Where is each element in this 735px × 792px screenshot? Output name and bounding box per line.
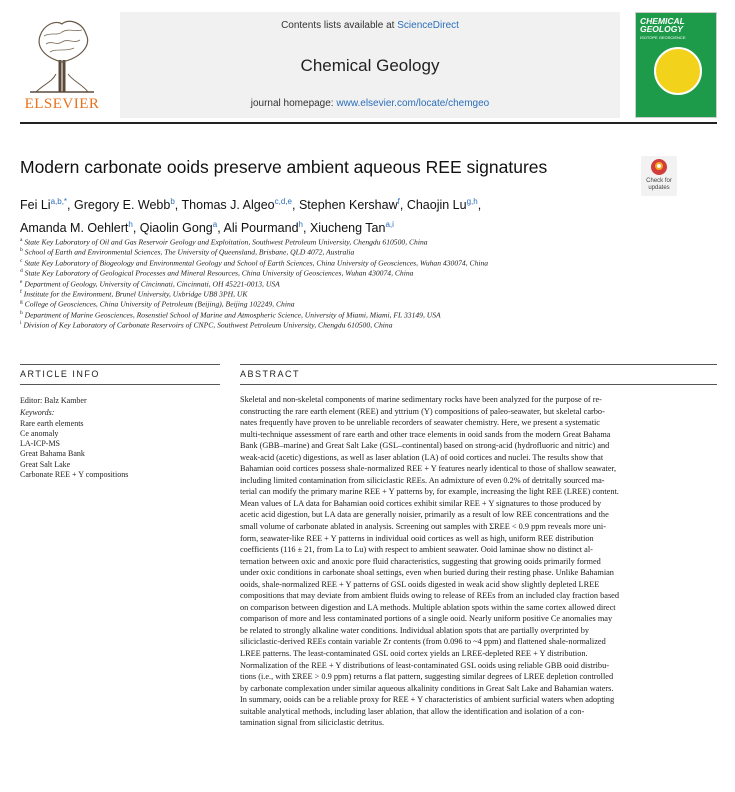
abstract-line: acetic acid digestion, but LA data are generally noisier, primarily as a result of low REE concentrations and the	[240, 510, 609, 520]
author[interactable]	[310, 221, 394, 235]
abstract-line: constructing the rare earth element (REE) and yttrium (Y) compositions of paleo-seawater, but skeletal carbo-	[240, 406, 605, 416]
affiliation-text: State Key Laboratory of Geological Processes and Mineral Resources, China University of Geosciences, Wuhan 430074, China	[24, 268, 414, 278]
author-name: Stephen Kershaw	[298, 198, 398, 213]
affiliation-key: d	[20, 268, 23, 275]
author-affil-sup[interactable]: h	[298, 220, 303, 230]
author-name: Thomas J. Algeo	[181, 198, 275, 213]
cover-title	[640, 17, 714, 33]
author-name: Fei Li	[20, 198, 51, 213]
abstract-line: coefficients (116 ± 21, from La to Lu) with respect to ambient seawater. Ooid laminae show no distinct al-	[240, 545, 593, 555]
abstract-line: multi-technique assessment of rare earth and other trace elements in ooid sands from the modern Great Bahama	[240, 429, 611, 439]
abstract-line: LREE patterns. The least-contaminated GSL ooid cortex yields an LREE-depleted REE + Y distribution.	[240, 649, 588, 659]
keyword: LA-ICP-MS	[20, 439, 61, 449]
abstract-top-rule	[240, 364, 717, 365]
abstract-body	[240, 394, 717, 729]
author[interactable]	[74, 198, 175, 212]
author-separator: ,	[399, 198, 407, 213]
abstract-line: Normalization of the REE + Y distributions of least-contaminated GSL ooids using reliable GBB ooid distribu-	[240, 660, 609, 670]
affiliation-text: Department of Geology, University of Cincinnati, Cincinnati, OH 45221-0013, USA	[24, 279, 280, 289]
abstract-line: Mean values of LA data for Bahamian ooid cortices exhibit similar REE + Y signatures to those produced by	[240, 498, 602, 508]
abstract-line: small volume of carbonate ablated in analysis. Screening out samples with ΣREE < 0.9 ppm reveals more uni-	[240, 522, 606, 532]
affiliation	[20, 318, 640, 328]
cover-title-line-2: GEOLOGY	[640, 24, 683, 34]
affiliation	[20, 308, 640, 318]
elsevier-tree-icon	[26, 14, 98, 94]
abstract-line: nates frequently have proven to be unreliable recorders of seawater chemistry. Here, we present a systematic	[240, 418, 600, 428]
journal-title[interactable]: Chemical Geology	[300, 56, 440, 75]
abstract-line: be related to strongly alkaline water conditions. Individual ablation spots that are partially overprinted by	[240, 625, 590, 635]
editor-line: Editor: Balz Kamber	[20, 396, 87, 405]
author-separator: ,	[477, 198, 482, 213]
publisher-wordmark: ELSEVIER	[24, 96, 100, 112]
header-divider	[20, 122, 717, 124]
author[interactable]	[407, 198, 478, 212]
keyword: Ce anomaly	[20, 428, 59, 438]
author-affil-sup[interactable]: h	[128, 220, 133, 230]
affiliation-key: c	[20, 257, 23, 264]
author-separator: ,	[174, 198, 182, 213]
author-affil-sup[interactable]: a	[212, 220, 218, 230]
affiliation-text: State Key Laboratory of Biogeology and Environmental Geology and School of Earth Sciences, China University of Geosciences, Wuhan 430074, China	[24, 258, 489, 268]
abstract-line: by carbonate complexation under similar aqueous alkalinity conditions in Great Salt Lake and Bahamian waters.	[240, 683, 614, 693]
keyword: Great Bahama Bank	[20, 449, 85, 459]
check-updates-line-1: Check for	[646, 178, 672, 184]
abstract-line: comparison of more and less contaminated portions of a single ooid. Nearly uniform positive Ce anomalies may	[240, 614, 613, 624]
affiliation	[20, 297, 640, 307]
affiliation-text: College of Geosciences, China University of Petroleum (Beijing), Beijing 102249, China	[24, 299, 295, 309]
author-affil-sup[interactable]: g,h	[466, 197, 478, 206]
author-name: Ali Pourmand	[223, 221, 299, 236]
affiliation	[20, 277, 640, 287]
journal-header	[20, 12, 717, 120]
keyword: Great Salt Lake	[20, 459, 71, 469]
author-affil-sup[interactable]: f	[397, 197, 400, 206]
author-separator: ,	[132, 221, 140, 236]
cover-graphic	[654, 47, 702, 95]
homepage-prefix: journal homepage:	[250, 98, 337, 109]
abstract-line: ternation between oxic and anoxic pore fluid characteristics, suggesting that growing ooids primarily formed	[240, 556, 601, 566]
abstract-line: suitable analytical methods, including laser ablation, that allow the identification and isolation of a con-	[240, 706, 585, 716]
cover-subtitle: ISOTOPE GEOSCIENCE	[640, 35, 686, 40]
affiliation	[20, 266, 640, 276]
author-list	[20, 192, 580, 238]
author-separator: ,	[217, 221, 224, 236]
check-updates-line-2: updates	[648, 184, 670, 191]
check-for-updates-button[interactable]	[641, 156, 677, 196]
author-separator: ,	[302, 221, 310, 236]
check-updates-inner-icon	[655, 162, 663, 170]
abstract-line: form, seawater-like REE + Y patterns in individual ooid cortices as well as high, uniform REE distribution	[240, 533, 594, 543]
article-info-panel	[20, 396, 220, 480]
elsevier-logo[interactable]	[20, 14, 104, 120]
author-name: Qiaolin Gong	[139, 221, 213, 236]
author[interactable]	[223, 221, 303, 235]
author[interactable]	[299, 198, 400, 212]
affiliation-key: a	[20, 237, 23, 243]
abstract-line: tions (i.e., with ΣREE > 0.9 ppm) returns a flat pattern, suggesting similar degrees of LREE depletion controlled	[240, 672, 614, 682]
author-separator: ,	[291, 198, 299, 213]
abstract-line: on comparison between digestion and LA methods. Multiple ablation spots within the same cortex allowed direct	[240, 602, 616, 612]
author-name: Amanda M. Oehlert	[20, 221, 129, 236]
affiliation-key: i	[20, 320, 22, 327]
abstract-line: tamination signal from siliciclastic detritus.	[240, 718, 385, 728]
article-info-top-rule	[20, 364, 220, 365]
affiliation-list	[20, 235, 640, 329]
affiliation-key: e	[20, 278, 23, 285]
abstract-heading: ABSTRACT	[240, 369, 301, 379]
homepage-link[interactable]: www.elsevier.com/locate/chemgeo	[336, 98, 490, 109]
contents-prefix: Contents lists available at	[281, 20, 398, 31]
author-name: Chaojin Lu	[406, 198, 467, 213]
affiliation-text: Department of Marine Geosciences, Rosenstiel School of Marine and Atmospheric Science, University of Miami, Miami, FL 33149, USA	[24, 310, 441, 320]
sciencedirect-link[interactable]: ScienceDirect	[397, 20, 459, 31]
author-affil-sup[interactable]: a,i	[385, 220, 394, 230]
author-name: Gregory E. Webb	[74, 198, 171, 213]
affiliation-key: h	[20, 309, 23, 316]
affiliation-key: g	[20, 299, 23, 306]
abstract-line: under oxic conditions in carbonate shoal settings, even when buried during their resting phase. Unlike Bahamian	[240, 568, 614, 578]
author-separator: ,	[67, 198, 74, 213]
affiliation-text: School of Earth and Environmental Sciences, The University of Queensland, Brisbane, QLD 4072, Australia	[24, 247, 355, 257]
author-affil-sup[interactable]: a,b,*	[50, 197, 68, 206]
contents-line	[120, 20, 620, 31]
author[interactable]	[20, 198, 67, 212]
keyword: Rare earth elements	[20, 418, 84, 428]
abstract-line: ooids, shale-normalized REE + Y patterns of GSL ooids digested in weak acid show slightly depleted LREE	[240, 579, 600, 589]
affiliation	[20, 245, 640, 255]
journal-cover-image[interactable]	[635, 12, 717, 118]
check-updates-label	[641, 178, 677, 191]
affiliation-key: f	[20, 288, 22, 295]
affiliation-key: b	[20, 247, 23, 254]
article-info-heading: ARTICLE INFO	[20, 369, 100, 379]
abstract-line: compositions that may deviate from ambient fluids owing to release of REEs from an included clay fraction based	[240, 591, 620, 601]
author-affil-sup[interactable]: c,d,e	[274, 197, 292, 206]
cover-title-line-1: CHEMICAL	[640, 16, 685, 26]
homepage-line	[120, 98, 620, 109]
abstract-line: siliciclastic-derived REEs contain variable Zr contents (from 0.096 to ~4 ppm) and flattened shale-normalized	[240, 637, 606, 647]
author[interactable]	[140, 221, 217, 235]
keywords-label: Keywords:	[20, 408, 55, 418]
abstract-bottom-rule	[240, 384, 717, 385]
author[interactable]	[20, 221, 133, 235]
abstract-line: terial can modify the primary marine REE + Y patterns by, for example, increasing the light REE (LREE) content.	[240, 487, 619, 497]
article-title: Modern carbonate ooids preserve ambient aqueous REE signatures	[20, 157, 548, 177]
affiliation-text: Division of Key Laboratory of Carbonate Reservoirs of CNPC, Southwest Petroleum University, Chengdu 610500, China	[23, 320, 393, 330]
affiliation	[20, 235, 640, 245]
abstract-line: Bank (GBB–marine) and Great Salt Lake (GSL–continental) based on strong-acid (hydrofluoric and nitric) and	[240, 441, 610, 451]
abstract-line: weak-acid (acetic) digestions, as well as laser ablation (LA) of ooid cortices and nuclei. The results show that	[240, 452, 604, 462]
journal-banner	[120, 12, 620, 118]
abstract-line: including limited contamination from siliciclastic REEs. An admixture of even 0.2% of detritally sourced ma-	[240, 475, 605, 485]
affiliation	[20, 287, 640, 297]
author-name: Xiucheng Tan	[309, 221, 386, 236]
abstract-line: In summary, ooids can be a reliable proxy for REE + Y characteristics of ambient surficial waters when adopting	[240, 695, 615, 705]
keyword: Carbonate REE + Y compositions	[20, 470, 129, 480]
affiliation-text: State Key Laboratory of Oil and Gas Reservoir Geology and Exploitation, Southwest Petroleum University, Chengdu 610500, China	[24, 237, 428, 247]
author[interactable]	[182, 198, 292, 212]
affiliation	[20, 256, 640, 266]
affiliation-text: Institute for the Environment, Brunel University, Uxbridge UB8 3PH, UK	[23, 289, 248, 299]
abstract-line: Bahamian ooid cortices possess shale-normalized REE + Y features nearly identical to those of shallow seawater,	[240, 464, 617, 474]
abstract-line: Skeletal and non-skeletal components of marine sedimentary rocks have been analyzed for the purpose of re-	[240, 395, 602, 404]
article-info-bottom-rule	[20, 384, 220, 385]
author-affil-sup[interactable]: b	[170, 197, 175, 206]
